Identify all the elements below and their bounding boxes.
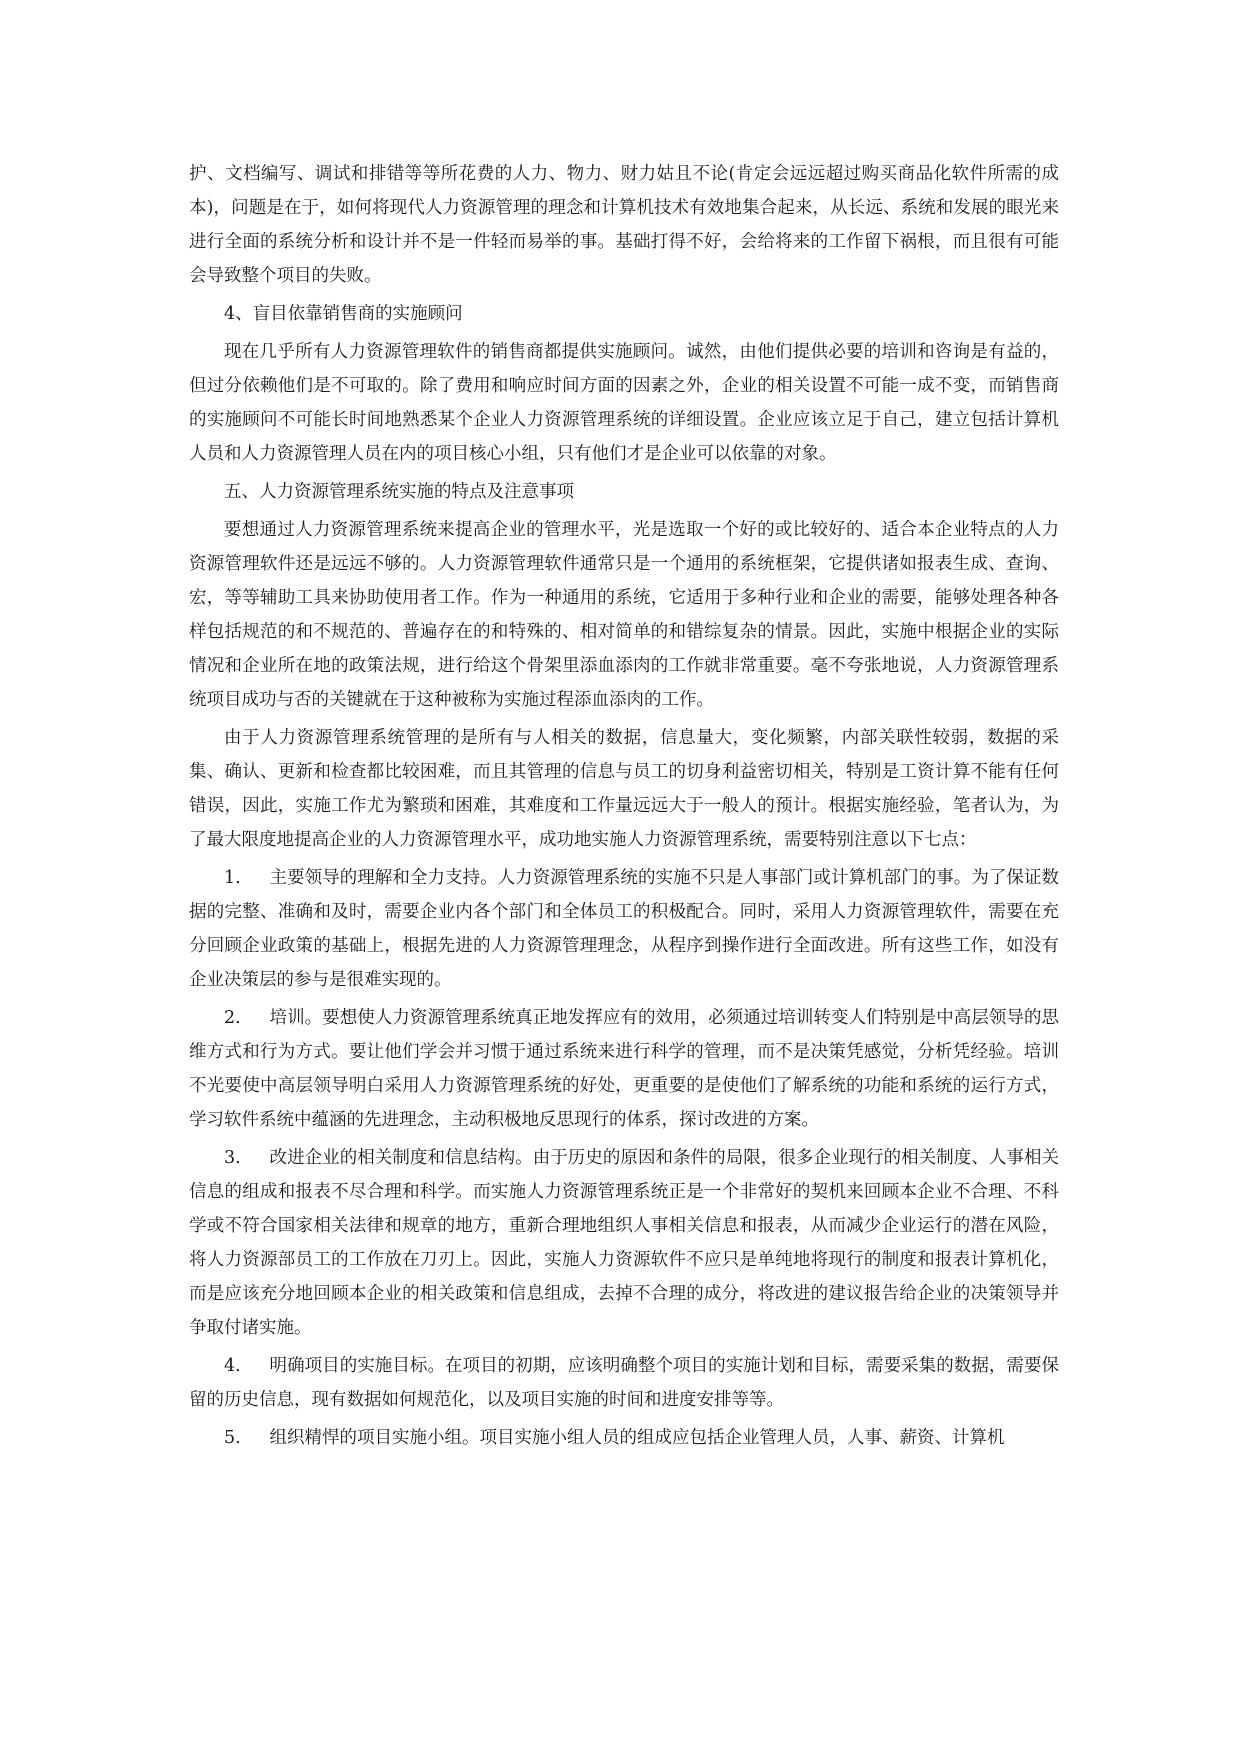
paragraph-consultant: 现在几乎所有人力资源管理软件的销售商都提供实施顾问。诚然，由他们提供必要的培训和咨询是有益的，但过分依赖他们是不可取的。除了费用和响应时间方面的因素之外，企业的相关设置不可能一成不变，而销售商的实施顾问不可能长时间地熟悉某个企业人力资源管理系统的详细设置。企业应该立足于自己，建立包括计算机人员和人力资源管理人员在内的项目核心小组，只有他们才是企业可以依靠的对象。 xyxy=(189,342,1059,464)
list-item-5 xyxy=(189,1421,1059,1455)
list-item-2 xyxy=(189,1001,1059,1137)
list-item-text: 改进企业的相关制度和信息结构。由于历史的原因和条件的局限，很多企业现行的相关制度、人事相关信息的组成和报表不尽合理和科学。而实施人力资源管理系统正是一个非常好的契机来回顾本企业不合理、不科学或不符合国家相关法律和规章的地方，重新合理地组织人事相关信息和报表，从而减少企业运行的潜在风险，将人力资源部员工的工作放在刀刃上。因此，实施人力资源软件不应只是单纯地将现行的制度和报表计算机化，而是应该充分地回顾本企业的相关政策和信息组成，去掉不合理的成分，将改进的建议报告给企业的决策领导并争取付诸实施。 xyxy=(189,1148,1059,1338)
paragraph-framework: 要想通过人力资源管理系统来提高企业的管理水平，光是选取一个好的或比较好的、适合本企业特点的人力资源管理软件还是远远不够的。人力资源管理软件通常只是一个通用的系统框架，它提供诸如报表生成、查询、宏，等等辅助工具来协助使用者工作。作为一种通用的系统，它适用于多种行业和企业的需要，能够处理各种各样包括规范的和不规范的、普遍存在的和特殊的、相对简单的和错综复杂的情景。因此，实施中根据企业的实际情况和企业所在地的政策法规，进行给这个骨架里添血添肉的工作就非常重要。毫不夸张地说，人力资源管理系统项目成功与否的关键就在于这种被称为实施过程添血添肉的工作。 xyxy=(189,520,1059,710)
list-item-text: 明确项目的实施目标。在项目的初期，应该明确整个项目的实施计划和目标，需要采集的数据，需要保留的历史信息，现有数据如何规范化，以及项目实施的时间和进度安排等等。 xyxy=(189,1356,1059,1410)
list-item-3 xyxy=(189,1141,1059,1345)
list-item-number: 3. xyxy=(224,1148,241,1168)
list-item-4 xyxy=(189,1349,1059,1417)
list-item-text: 主要领导的理解和全力支持。人力资源管理系统的实施不只是人事部门或计算机部门的事。为了保证数据的完整、准确和及时，需要企业内各个部门和全体员工的积极配合。同时，采用人力资源管理软件，需要在充分回顾企业政策的基础上，根据先进的人力资源管理理念，从程序到操作进行全面改进。所有这些工作，如没有企业决策层的参与是很难实现的。 xyxy=(189,868,1059,990)
paragraph-continuation: 护、文档编写、调试和排错等等所花费的人力、物力、财力姑且不论(肯定会远远超过购买商品化软件所需的成本)，问题是在于，如何将现代人力资源管理的理念和计算机技术有效地集合起来，从长远、系统和发展的眼光来进行全面的系统分析和设计并不是一件轻而易举的事。基础打得不好，会给将来的工作留下祸根，而且很有可能会导致整个项目的失败。 xyxy=(189,164,1059,286)
paragraph-data: 由于人力资源管理系统管理的是所有与人相关的数据，信息量大，变化频繁，内部关联性较弱，数据的采集、确认、更新和检查都比较困难，而且其管理的信息与员工的切身利益密切相关，特别是工资计算不能有任何错误，因此，实施工作尤为繁琐和困难，其难度和工作量远远大于一般人的预计。根据实施经验，笔者认为，为了最大限度地提高企业的人力资源管理水平，成功地实施人力资源管理系统，需要特别注意以下七点： xyxy=(189,728,1059,850)
list-item-text: 培训。要想使人力资源管理系统真正地发挥应有的效用，必须通过培训转变人们特别是中高层领导的思维方式和行为方式。要让他们学会并习惯于通过系统来进行科学的管理，而不是决策凭感觉，分析凭经验。培训不光要使中高层领导明白采用人力资源管理系统的好处，更重要的是使他们了解系统的功能和系统的运行方式，学习软件系统中蕴涵的先进理念，主动积极地反思现行的体系，探讨改进的方案。 xyxy=(189,1008,1059,1130)
list-item-number: 4. xyxy=(224,1356,241,1376)
list-item-number: 2. xyxy=(224,1008,241,1028)
document-body xyxy=(189,157,1059,1459)
subsection-heading-4: 4、盲目依靠销售商的实施顾问 xyxy=(224,304,463,324)
list-item-1 xyxy=(189,861,1059,997)
list-item-number: 1. xyxy=(224,868,241,888)
section-heading-5: 五、人力资源管理系统实施的特点及注意事项 xyxy=(224,482,574,502)
list-item-text: 组织精悍的项目实施小组。项目实施小组人员的组成应包括企业管理人员，人事、薪资、计算机 xyxy=(269,1428,1005,1448)
list-item-number: 5. xyxy=(224,1428,241,1448)
